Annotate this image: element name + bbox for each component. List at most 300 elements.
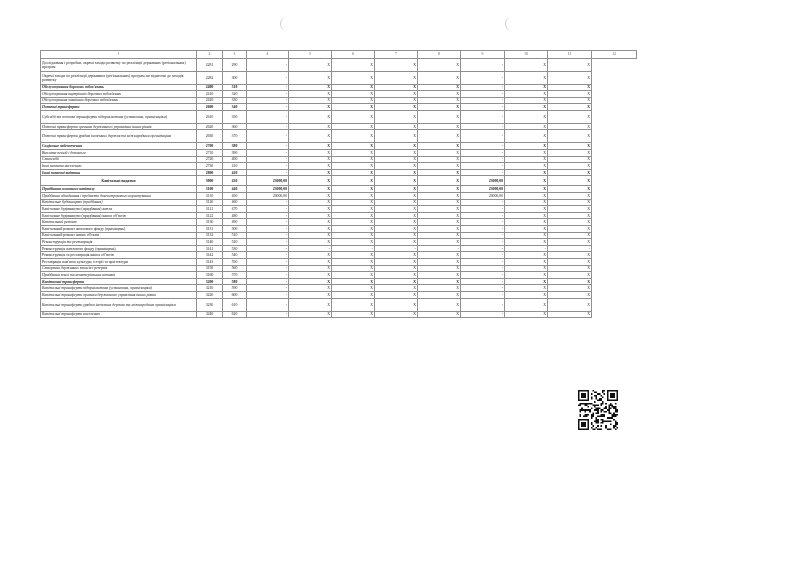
- row-value: X: [289, 272, 332, 279]
- row-line-code: 550: [223, 258, 247, 265]
- row-value: X: [418, 206, 461, 213]
- row-line-code: 400: [223, 156, 247, 163]
- row-value: X: [375, 150, 418, 157]
- row-line-code: 380: [223, 143, 247, 150]
- row-value: X: [418, 272, 461, 279]
- row-value: -: [247, 123, 289, 130]
- row-value: X: [548, 186, 592, 193]
- row-value: -: [247, 245, 289, 252]
- row-name: Поточні трансферти органам державного управління інших рівнів: [41, 123, 197, 130]
- row-line-code: 580: [223, 278, 247, 285]
- row-value: -: [247, 219, 289, 226]
- row-value: X: [548, 58, 592, 71]
- row-value: -: [247, 311, 289, 318]
- row-value: -: [247, 206, 289, 213]
- row-value: X: [418, 91, 461, 98]
- column-number: 10: [505, 51, 548, 59]
- table-row: [41, 71, 637, 84]
- table-row: [41, 239, 637, 246]
- row-value: X: [418, 176, 461, 186]
- row-code: 2800: [197, 169, 223, 176]
- row-line-code: 520: [223, 239, 247, 246]
- table-row: [41, 130, 637, 143]
- table-row: [41, 186, 637, 193]
- row-value: X: [505, 298, 548, 311]
- row-value: -: [247, 150, 289, 157]
- row-code: 3160: [197, 272, 223, 279]
- row-value: X: [289, 291, 332, 298]
- row-value: -: [461, 156, 505, 163]
- row-line-code: 310: [223, 84, 247, 91]
- row-value: -: [461, 258, 505, 265]
- hole-punch-mark: [505, 17, 520, 31]
- row-line-code: 450: [223, 193, 247, 200]
- row-line-code: 300: [223, 71, 247, 84]
- row-value: -: [505, 245, 548, 252]
- row-value: X: [332, 232, 375, 239]
- row-value: X: [332, 199, 375, 206]
- row-value: X: [289, 156, 332, 163]
- row-value: X: [375, 278, 418, 285]
- table-row: [41, 143, 637, 150]
- column-number-header: [41, 51, 637, 59]
- row-name: Окремі заходи по реалізації державних (регіональних) програм, не віднесені до заходів розвитку: [41, 71, 197, 84]
- row-value: X: [332, 130, 375, 143]
- row-value: -: [247, 91, 289, 98]
- row-code: 2282: [197, 71, 223, 84]
- row-value: X: [332, 219, 375, 226]
- row-value: -: [247, 212, 289, 219]
- row-value: X: [289, 143, 332, 150]
- row-value: X: [548, 163, 592, 170]
- row-value: -: [247, 226, 289, 233]
- row-value: X: [332, 91, 375, 98]
- column-number: 6: [332, 51, 375, 59]
- row-value: X: [418, 212, 461, 219]
- row-value: -: [461, 71, 505, 84]
- row-value: X: [332, 252, 375, 259]
- row-line-code: 500: [223, 226, 247, 233]
- row-value: X: [505, 143, 548, 150]
- row-name: Дослідження і розробки, окремі заходи розвитку по реалізації державних (регіональних) програм: [41, 58, 197, 71]
- row-value: X: [289, 84, 332, 91]
- row-value: -: [461, 272, 505, 279]
- table-row: [41, 272, 637, 279]
- row-value: X: [505, 252, 548, 259]
- row-value: X: [332, 226, 375, 233]
- row-value: X: [505, 311, 548, 318]
- row-name: Капітальні трансферти урядам іноземних держав та міжнародним організаціям: [41, 298, 197, 311]
- row-name: Інші виплати населенню: [41, 163, 197, 170]
- row-value: X: [375, 58, 418, 71]
- row-name: Поточні трансферти: [41, 104, 197, 111]
- row-value: X: [548, 104, 592, 111]
- row-name: Капітальний ремонт інших об'єктів: [41, 232, 197, 239]
- row-code: 3000: [197, 176, 223, 186]
- table-row: [41, 265, 637, 272]
- row-value: X: [375, 265, 418, 272]
- row-line-code: 440: [223, 186, 247, 193]
- row-value: X: [418, 239, 461, 246]
- row-value: X: [375, 91, 418, 98]
- row-value: X: [548, 71, 592, 84]
- row-value: X: [505, 285, 548, 292]
- row-value: X: [548, 212, 592, 219]
- row-value: X: [418, 265, 461, 272]
- row-value: -: [289, 245, 332, 252]
- row-value: X: [418, 150, 461, 157]
- row-value: X: [548, 232, 592, 239]
- row-name: Капітальне будівництво (придбання): [41, 199, 197, 206]
- row-value: X: [289, 71, 332, 84]
- table-row: [41, 206, 637, 213]
- row-value: X: [548, 123, 592, 130]
- column-number: 2: [197, 51, 223, 59]
- row-value: X: [548, 258, 592, 265]
- row-value: X: [375, 285, 418, 292]
- row-name: Придбання землі та нематеріальних активів: [41, 272, 197, 279]
- row-value: X: [289, 97, 332, 104]
- table-row: [41, 58, 637, 71]
- row-value: X: [289, 278, 332, 285]
- table-row: [41, 193, 637, 200]
- row-name: Обслуговування боргових зобов'язань: [41, 84, 197, 91]
- row-value: X: [418, 110, 461, 123]
- row-value: X: [375, 97, 418, 104]
- row-value: -: [461, 104, 505, 111]
- row-value: X: [505, 130, 548, 143]
- row-value: X: [289, 311, 332, 318]
- row-value: -: [247, 130, 289, 143]
- qr-code: [578, 390, 618, 430]
- row-value: X: [505, 104, 548, 111]
- row-code: 3220: [197, 291, 223, 298]
- row-value: X: [418, 169, 461, 176]
- row-name: Реконструкція житлового фонду (приміщень): [41, 245, 197, 252]
- table-row: [41, 97, 637, 104]
- row-line-code: 570: [223, 272, 247, 279]
- column-number: 9: [461, 51, 505, 59]
- row-value: -: [461, 285, 505, 292]
- row-value: X: [418, 258, 461, 265]
- row-value: -: [247, 272, 289, 279]
- row-value: -: [461, 84, 505, 91]
- row-code: 3200: [197, 278, 223, 285]
- row-value: X: [289, 130, 332, 143]
- row-value: X: [548, 84, 592, 91]
- row-value: X: [505, 123, 548, 130]
- row-value: X: [418, 130, 461, 143]
- row-name: Стипендії: [41, 156, 197, 163]
- row-value: X: [505, 219, 548, 226]
- row-value: X: [289, 58, 332, 71]
- row-line-code: 330: [223, 97, 247, 104]
- row-value: X: [505, 258, 548, 265]
- row-value: X: [375, 311, 418, 318]
- table-row: [41, 91, 637, 98]
- row-value: X: [548, 150, 592, 157]
- table-row: [41, 84, 637, 91]
- row-value: -: [461, 219, 505, 226]
- row-value: -: [247, 143, 289, 150]
- row-line-code: 420: [223, 169, 247, 176]
- row-value: X: [375, 298, 418, 311]
- row-value: X: [375, 143, 418, 150]
- row-code: 3131: [197, 226, 223, 233]
- row-value: X: [375, 206, 418, 213]
- row-value: X: [332, 311, 375, 318]
- row-code: 2281: [197, 58, 223, 71]
- row-code: 3120: [197, 199, 223, 206]
- row-line-code: 490: [223, 219, 247, 226]
- table-row: [41, 150, 637, 157]
- table-row: [41, 110, 637, 123]
- row-value: X: [548, 265, 592, 272]
- row-value: X: [332, 193, 375, 200]
- row-value: X: [418, 291, 461, 298]
- row-value: X: [289, 163, 332, 170]
- row-line-code: 480: [223, 212, 247, 219]
- row-name: Капітальне будівництво (придбання) інших об'єктів: [41, 212, 197, 219]
- row-value: -: [461, 130, 505, 143]
- row-name: Капітальні трансферти підприємствам (установам, організаціям): [41, 285, 197, 292]
- table-row: [41, 311, 637, 318]
- row-value: X: [332, 71, 375, 84]
- row-value: X: [548, 130, 592, 143]
- row-value: X: [332, 97, 375, 104]
- row-name: Капітальний ремонт: [41, 219, 197, 226]
- row-value: -: [461, 91, 505, 98]
- row-code: 3132: [197, 232, 223, 239]
- row-value: X: [505, 193, 548, 200]
- row-line-code: 590: [223, 285, 247, 292]
- table-row: [41, 104, 637, 111]
- row-value: X: [289, 110, 332, 123]
- row-value: X: [418, 123, 461, 130]
- table-row: [41, 278, 637, 285]
- row-value: X: [548, 206, 592, 213]
- row-name: Обслуговування зовнішніх боргових зобов'язань: [41, 97, 197, 104]
- row-value: X: [375, 239, 418, 246]
- row-value: X: [375, 163, 418, 170]
- row-value: X: [375, 71, 418, 84]
- row-code: 3140: [197, 239, 223, 246]
- row-name: Капітальні трансферти населенню: [41, 311, 197, 318]
- row-value: X: [505, 206, 548, 213]
- row-value: -: [461, 110, 505, 123]
- row-name: Придбання основного капіталу: [41, 186, 197, 193]
- row-value: X: [289, 193, 332, 200]
- row-value: X: [289, 212, 332, 219]
- row-name: Поточні трансферти урядам іноземних держав та міжнародним організаціям: [41, 130, 197, 143]
- row-value: -: [247, 169, 289, 176]
- table-row: [41, 232, 637, 239]
- row-value: -: [247, 71, 289, 84]
- row-value: X: [418, 311, 461, 318]
- row-line-code: 360: [223, 123, 247, 130]
- row-value: -: [461, 252, 505, 259]
- row-code: 2410: [197, 91, 223, 98]
- row-value: X: [548, 278, 592, 285]
- row-value: 23000,00: [247, 186, 289, 193]
- row-line-code: 290: [223, 58, 247, 71]
- row-value: X: [332, 258, 375, 265]
- row-value: X: [375, 199, 418, 206]
- row-value: X: [548, 298, 592, 311]
- table-row: [41, 291, 637, 298]
- row-value: -: [247, 163, 289, 170]
- row-value: X: [505, 71, 548, 84]
- row-value: 23000,00: [461, 193, 505, 200]
- row-value: X: [548, 156, 592, 163]
- row-value: X: [418, 226, 461, 233]
- row-value: X: [289, 219, 332, 226]
- row-value: X: [418, 193, 461, 200]
- row-value: X: [505, 156, 548, 163]
- row-value: -: [247, 252, 289, 259]
- row-code: 3100: [197, 186, 223, 193]
- row-value: X: [289, 258, 332, 265]
- row-value: X: [418, 58, 461, 71]
- row-value: X: [548, 169, 592, 176]
- row-code: 2630: [197, 130, 223, 143]
- table-row: [41, 156, 637, 163]
- row-value: 23000,00: [461, 176, 505, 186]
- row-line-code: 530: [223, 245, 247, 252]
- row-value: X: [505, 239, 548, 246]
- row-code: 3230: [197, 298, 223, 311]
- row-value: X: [332, 104, 375, 111]
- row-code: 2700: [197, 143, 223, 150]
- row-value: -: [461, 298, 505, 311]
- row-value: X: [289, 199, 332, 206]
- row-name: Створення державних запасів і резервів: [41, 265, 197, 272]
- row-value: X: [289, 206, 332, 213]
- row-code: 2620: [197, 123, 223, 130]
- row-line-code: 410: [223, 163, 247, 170]
- row-value: X: [375, 193, 418, 200]
- table-row: [41, 226, 637, 233]
- row-value: X: [548, 110, 592, 123]
- row-value: X: [505, 150, 548, 157]
- row-line-code: 390: [223, 150, 247, 157]
- row-code: 3142: [197, 252, 223, 259]
- row-code: 3121: [197, 206, 223, 213]
- row-value: X: [505, 110, 548, 123]
- row-value: X: [548, 219, 592, 226]
- row-value: -: [461, 212, 505, 219]
- row-value: X: [548, 97, 592, 104]
- row-value: X: [289, 226, 332, 233]
- row-code: 3110: [197, 193, 223, 200]
- row-value: X: [505, 265, 548, 272]
- row-value: X: [418, 278, 461, 285]
- column-number: 1: [41, 51, 197, 59]
- row-value: -: [461, 206, 505, 213]
- row-value: -: [247, 232, 289, 239]
- row-value: X: [505, 272, 548, 279]
- row-value: X: [418, 97, 461, 104]
- table-row: [41, 245, 637, 252]
- expenditure-table: [40, 50, 637, 318]
- row-code: 3150: [197, 265, 223, 272]
- row-value: X: [375, 186, 418, 193]
- row-value: -: [461, 199, 505, 206]
- row-value: X: [332, 291, 375, 298]
- row-value: X: [332, 143, 375, 150]
- row-code: 2400: [197, 84, 223, 91]
- row-name: Соціальне забезпечення: [41, 143, 197, 150]
- row-value: X: [418, 186, 461, 193]
- row-value: X: [332, 58, 375, 71]
- row-value: X: [548, 199, 592, 206]
- row-value: X: [548, 252, 592, 259]
- row-value: -: [548, 245, 592, 252]
- row-value: X: [548, 311, 592, 318]
- row-code: 2710: [197, 150, 223, 157]
- row-line-code: 540: [223, 252, 247, 259]
- row-name: Реставрація пам'яток культури, історії та архітектури: [41, 258, 197, 265]
- row-value: X: [332, 84, 375, 91]
- row-value: X: [375, 212, 418, 219]
- row-value: X: [505, 58, 548, 71]
- row-value: X: [332, 169, 375, 176]
- row-code: 3122: [197, 212, 223, 219]
- row-line-code: 470: [223, 206, 247, 213]
- row-value: X: [332, 150, 375, 157]
- row-value: -: [247, 84, 289, 91]
- row-value: -: [247, 298, 289, 311]
- row-code: 2730: [197, 163, 223, 170]
- row-value: X: [375, 252, 418, 259]
- row-value: X: [418, 156, 461, 163]
- row-value: X: [332, 265, 375, 272]
- row-value: -: [247, 199, 289, 206]
- row-value: X: [505, 186, 548, 193]
- table-row: [41, 163, 637, 170]
- row-value: -: [461, 232, 505, 239]
- table-row: [41, 169, 637, 176]
- row-value: 23000,00: [247, 176, 289, 186]
- row-value: -: [247, 239, 289, 246]
- row-value: X: [418, 71, 461, 84]
- row-value: X: [332, 212, 375, 219]
- row-value: X: [332, 163, 375, 170]
- row-value: -: [247, 265, 289, 272]
- row-value: X: [289, 239, 332, 246]
- row-value: -: [461, 239, 505, 246]
- row-value: X: [375, 156, 418, 163]
- column-number: 4: [247, 51, 289, 59]
- row-value: X: [505, 212, 548, 219]
- row-value: X: [332, 272, 375, 279]
- row-value: X: [375, 258, 418, 265]
- row-value: -: [247, 291, 289, 298]
- row-name: Капітальні трансферти: [41, 278, 197, 285]
- table-row: [41, 219, 637, 226]
- row-value: X: [548, 291, 592, 298]
- row-value: X: [418, 298, 461, 311]
- table-row: [41, 212, 637, 219]
- row-value: X: [418, 143, 461, 150]
- row-value: -: [461, 278, 505, 285]
- row-value: X: [375, 130, 418, 143]
- row-value: -: [461, 143, 505, 150]
- column-number: 3: [223, 51, 247, 59]
- row-value: X: [505, 176, 548, 186]
- row-value: -: [247, 156, 289, 163]
- row-value: X: [332, 186, 375, 193]
